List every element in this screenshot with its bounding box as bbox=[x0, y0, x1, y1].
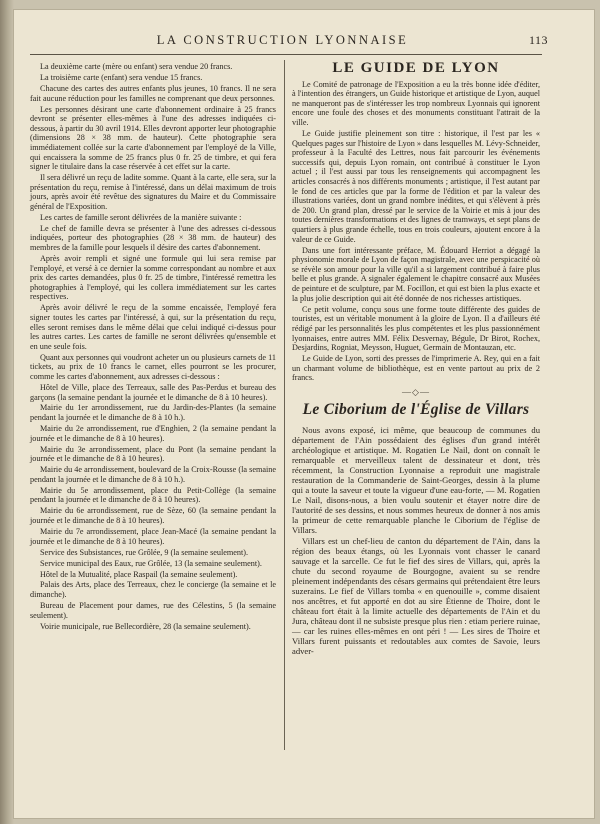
binding-gutter bbox=[0, 0, 14, 824]
page-number: 113 bbox=[528, 33, 548, 47]
ciborium-article bbox=[292, 425, 540, 656]
section-ornament: —◇— bbox=[402, 387, 430, 397]
paragraph: Ce petit volume, conçu sous une forme toute différente des guides de touristes, est un véritable monument à la gloire de Lyon. Il a d'ailleurs été rédigé par les personnalités les plus compétentes et les plus passionnément lyonnaises, entre autres MM. Félix Desvernay, Bégule, Dr Birot, Rochex, Desjardins, Rogniat, Meysson, Huguet, Germain de Montauzan, etc. bbox=[292, 304, 540, 353]
column-divider bbox=[284, 60, 285, 750]
paragraph: La troisième carte (enfant) sera vendue 15 francs. bbox=[40, 72, 203, 82]
paragraph: Dans une fort intéressante préface, M. Édouard Herriot a dégagé la physionomie morale de Lyon de façon magistrale, avec une perspicacité où se révèle son amour pour la ville qu'il a si largement contribué à faire plus belle et plus grande. A signaler également le chapitre consacré aux Musées de peinture et de sculpture, par M. Focillon, et qui est bien la plus exacte et la plus jolie description qui ait été donnée de nos richesses artistiques. bbox=[292, 245, 540, 303]
address-entry: Palais des Arts, place des Terreaux, chez le concierge (la semaine et le dimanche). bbox=[30, 580, 276, 600]
address-entry: Mairie du 6e arrondissement, rue de Sèze, 60 (la semaine pendant la journée et le dimanche de 8 à 10 heures). bbox=[30, 506, 276, 525]
paragraph: Le Guide justifie pleinement son titre : historique, il l'est par les « Quelques pages sur l'histoire de Lyon » dans lesquelles M. Lévy-Schneider, professeur à la Faculté des Lettres, nous fait parcourir les événements successifs qui, depuis Lyon romain, ont contribué à constituer le Lyon actuel ; il l'est aussi par tous les renseignements qui accompagnent les articles consacrés à nos différents monuments ; artistique, il l'est autant par le fond de ces articles que par la forme de l'édition et par la valeur des illustrations variées, dont un grand nombre inédites, et qui s'élèvent à près de 200. Un grand plan, dressé par le service de la Voirie et mis à jour des toutes dernières transformations et des lignes de tramways, et sept plans de quartiers à plus grande échelle, tous en trois couleurs, ajoutent encore à la valeur de ce Guide. bbox=[292, 129, 540, 244]
paragraph: Après avoir délivré le reçu de la somme encaissée, l'employé fera signer toutes les cartes par l'intéressé, à qui, sur la présentation du reçu, elles seront remises dans le même délai que celui indiqué ci-dessus pour les autres cartes. Les cartes de famille ne seront délivrées qu'ensemble et en une seule fois. bbox=[30, 303, 276, 351]
address-entry: Bureau de Placement pour dames, rue des Célestins, 5 (la semaine seulement). bbox=[30, 601, 276, 620]
address-entry: Service municipal des Eaux, rue Grôlée, 13 (la semaine seulement). bbox=[40, 558, 262, 568]
address-entry: Service des Subsistances, rue Grôlée, 9 (la semaine seulement). bbox=[40, 547, 249, 557]
paragraph: Les cartes de famille seront délivrées de la manière suivante : bbox=[40, 212, 242, 222]
ciborium-section-title: Le Ciborium de l'Église de Villars bbox=[302, 400, 530, 418]
paragraph: Le Comité de patronage de l'Exposition a eu la très bonne idée d'éditer, à l'intention des étrangers, un Guide historique et artistique de Lyon, auquel ne manqueront pas de s'intéresser les trop nombreux Lyonnais qui ignorent encore une foule des choses et des monuments constituant l'attrait de la ville. bbox=[292, 79, 540, 127]
address-entry: Mairie du 1er arrondissement, rue du Jardin-des-Plantes (la semaine pendant la journée et le dimanche de 8 à 10 h.). bbox=[30, 403, 276, 423]
address-entry: Hôtel de Ville, place des Terreaux, salle des Pas-Perdus et bureau des garçons (la semaine pendant la journée et le dimanche de 8 à 10 heures). bbox=[30, 382, 276, 402]
address-entry: Mairie du 2e arrondissement, rue d'Enghien, 2 (la semaine pendant la journée et le dimanche de 8 à 10 heures). bbox=[30, 424, 276, 443]
paragraph: Villars est un chef-lieu de canton du département de l'Ain, dans la région des beaux étangs, où les Lyonnais vont chasser le canard sauvage et la sarcelle. Ce fut le fief des sires de Villars, qui, après la chute du second royaume de Bourgogne, avaient su se rendre pleinement indépendants des césars germains qui prétendaient être leurs suzerains. Le fief de Villars tomba « en quenouille », comme disaient nos ancêtres, et fut apporté en dot au sire Étienne de Thoire, dont le château fort était à la limite actuelle des départements de l'Ain et du Jura, château dont il ne subsiste presque plus rien : etiam periere ruinae, — car les ruines elles-mêmes en ont péri ! — Les sires de Thoire et Villars furent puissants et redoutables aux comtes de Savoie, leurs adver- bbox=[292, 535, 540, 656]
paragraph: Chacune des cartes des autres enfants plus jeunes, 10 francs. Il ne sera fait aucune réduction pour les familles ne comprenant que deux personnes. bbox=[30, 83, 276, 103]
address-entry: Mairie du 7e arrondissement, place Jean-Macé (la semaine pendant la journée et le dimanche de 8 à 10 heures). bbox=[30, 526, 276, 546]
paragraph: Nous avons exposé, ici même, que beaucoup de communes du département de l'Ain possédaient des églises d'un grand intérêt archéologique et artistique. M. Rogatien Le Nail, dont on connaît le remarquable et merveilleux talent de dessinateur et dont, très récemment, la Construction Lyonnaise a reproduit une magistrale restauration de la Commanderie de Saint-Georges, dessin à la plume qui a toute la saveur et toute la vigueur d'une eau-forte, — M. Rogatien Le Nail, disons-nous, a bien voulu soutenir et étayer notre dire de l'autorité de ses dessins, et nous sommes heureux de donner à nos amis la primeur de cette remarquable planche le Ciborium de l'église de Villars. bbox=[292, 424, 540, 535]
address-entry: Mairie du 3e arrondissement, place du Pont (la semaine pendant la journée et le dimanche de 8 à 10 heures). bbox=[30, 444, 276, 464]
running-header: LA CONSTRUCTION LYONNAISE bbox=[156, 32, 409, 47]
paragraph: Les personnes désirant une carte d'abonnement ordinaire à 25 francs devront se présenter elles-mêmes à l'une des adresses indiquées ci-dessous, à partir du 30 avril 1914. Elles devront apporter leur photographie (dimensions 28 × 38 mm. de hauteur). Cette photographie sera immédiatement collée sur la carte d'abonnement par l'employé de la Ville, qui encaissera la somme de 25 francs plus 0 fr. 25 de timbre, et qui fera signer le titulaire dans la case réservée à cet effet sur la carte. bbox=[30, 104, 276, 172]
header-rule bbox=[30, 54, 542, 55]
paragraph: Il sera délivré un reçu de ladite somme. Quant à la carte, elle sera, sur la présentation du reçu, remise à l'intéressé, dans un délai maximum de trois jours, après avoir été revêtue des signatures du Maire et du Commissaire général de l'Exposition. bbox=[30, 173, 276, 211]
right-column bbox=[292, 62, 540, 657]
address-entry: Mairie du 4e arrondissement, boulevard de la Croix-Rousse (la semaine pendant la journée et le dimanche de 8 à 10 h.). bbox=[30, 465, 276, 484]
address-entry: Mairie du 5e arrondissement, place du Petit-Collège (la semaine pendant la journée et le dimanche de 8 à 10 heures). bbox=[30, 485, 276, 505]
paragraph: La deuxième carte (mère ou enfant) sera vendue 20 francs. bbox=[40, 62, 233, 71]
address-entry: Hôtel de la Mutualité, place Raspail (la semaine seulement). bbox=[40, 569, 238, 579]
paragraph: Le chef de famille devra se présenter à l'une des adresses ci-dessous indiquées, porteur des photographies (28 × 38 mm. de hauteur) des membres de la famille pour lesquels il désire des cartes d'abonnement. bbox=[30, 223, 276, 253]
address-entry: Voirie municipale, rue Bellecordière, 28 (la semaine seulement). bbox=[40, 621, 251, 631]
paragraph: Quant aux personnes qui voudront acheter un ou plusieurs carnets de 11 tickets, au prix de 10 francs le carnet, elles pourront se les procurer, comme les cartes d'abonnement, aux adresses ci-dessous : bbox=[30, 352, 276, 381]
guide-section-title: LE GUIDE DE LYON bbox=[332, 60, 500, 76]
left-column bbox=[30, 62, 276, 633]
paragraph: Après avoir rempli et signé une formule qui lui sera remise par l'employé, et versé à ce dernier la somme correspondant au nombre et aux prix des cartes demandées, plus 0 fr. 25 de timbre, l'intéressé remettra les photographies à l'employé, qui les collera immédiatement sur les cartes respectives. bbox=[30, 254, 276, 302]
paragraph: Le Guide de Lyon, sorti des presses de l'imprimerie A. Rey, qui en a fait un charmant volume de bibliothèque, est en vente partout au prix de 2 francs. bbox=[292, 354, 540, 383]
